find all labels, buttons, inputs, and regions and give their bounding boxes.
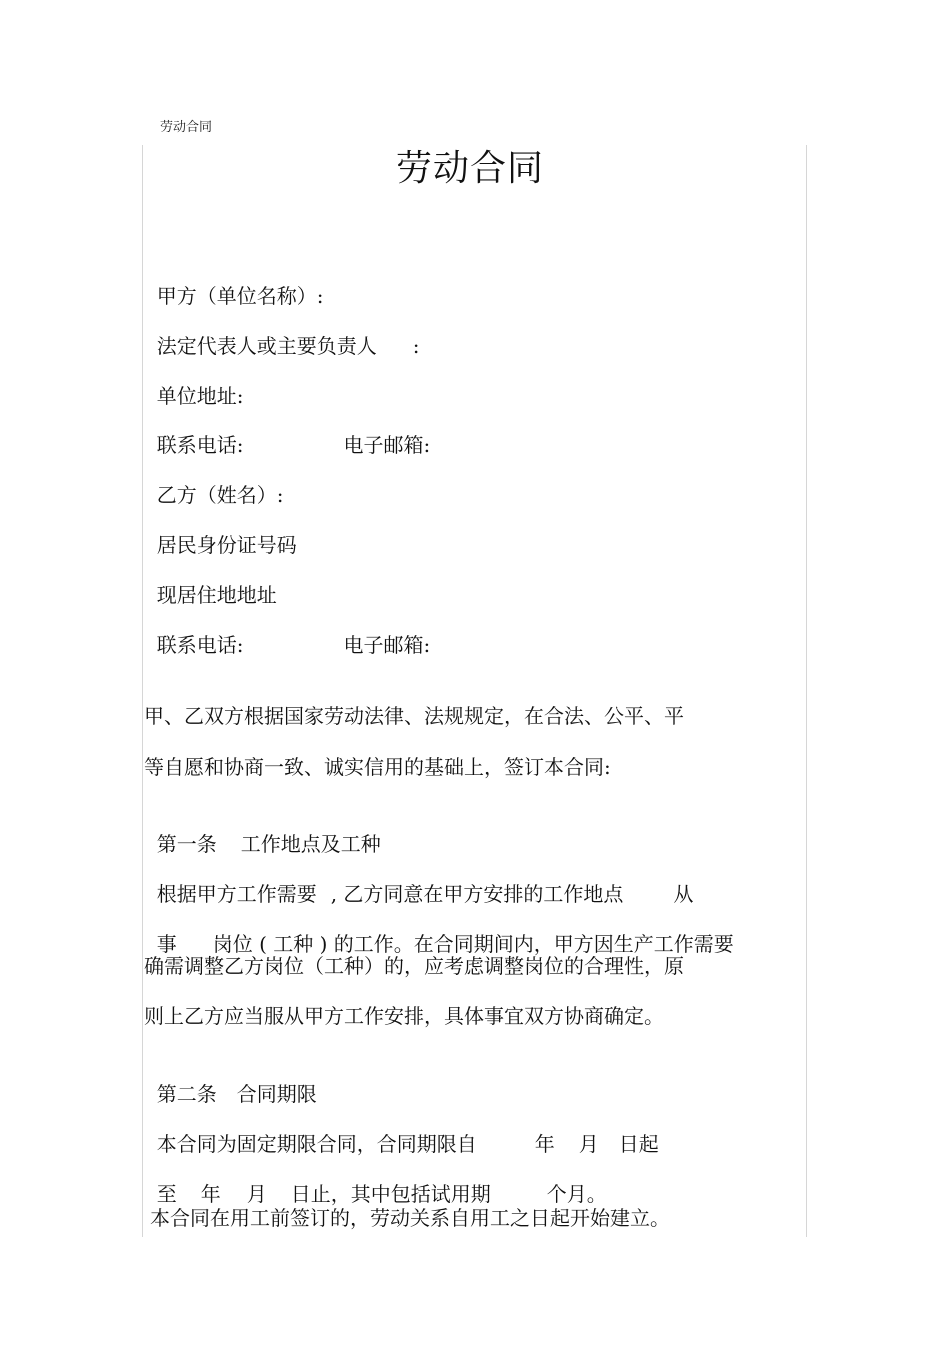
article-2-line-2 [144,1152,607,1208]
article-1-line-4: 则上乙方应当服从甲方工作安排，具体事宜双方协商确定。 [144,1004,664,1028]
article-1-heading [144,802,381,858]
party-a-representative-label: 法定代表人或主要负责人 [156,334,377,358]
party-b-residence-label: 现居住地地址 [156,583,277,607]
party-b-id-line [144,503,297,559]
party-a-phone-label: 联系电话: [156,433,244,457]
party-b-phone-label: 联系电话: [156,633,244,657]
running-header: 劳动合同 [160,120,213,135]
party-b-name-line [144,453,283,509]
party-b-residence-line [144,553,277,609]
article-2-line-3: 本合同在用工前签订的，劳动关系自用工之日起开始建立。 [150,1206,670,1230]
party-a-name-line [144,254,323,310]
article-2-start-year: 年 [534,1132,555,1156]
party-a-contact-line [144,403,430,459]
party-a-address-label: 单位地址: [156,384,244,408]
party-b-contact-line [144,603,430,659]
document-title: 劳动合同 [395,148,544,189]
preamble-line-1: 甲、乙双方根据国家劳动法律、法规规定，在合法、公平、平 [144,704,684,728]
preamble-line-2: 等自愿和协商一致、诚实信用的基础上，签订本合同: [144,755,611,779]
article-1-line-1-part-b: , 乙方同意在甲方安排的工作地点 [330,882,624,906]
article-2-start-month: 月 [578,1132,599,1156]
article-1-line-2-part-b: 岗位 ( 工种 ) 的工作。在合同期间内，甲方因生产工作需要 [212,932,734,956]
party-a-representative-colon: : [412,334,420,358]
article-2-heading [144,1052,317,1108]
article-1-line-1-part-c: 从 [673,882,694,906]
article-1-line-2-part-a: 事 [156,932,177,956]
party-a-name-label: 甲方（单位名称）: [156,284,324,308]
page-frame-right-border [806,145,807,1237]
page-frame-left-border [142,145,143,1237]
article-1-line-1 [144,852,693,908]
article-2-start-day: 日起 [618,1132,659,1156]
article-1-number: 第一条 [156,832,217,856]
article-1-line-2 [144,902,734,958]
article-1-line-3: 确需调整乙方岗位（工种）的，应考虑调整岗位的合理性，原 [144,954,684,978]
article-2-end-month: 月 [246,1182,267,1206]
article-2-line-1-part-a: 本合同为固定期限合同，合同期限自 [156,1132,477,1156]
article-2-to: 至 [156,1182,177,1206]
article-2-line-1 [144,1102,659,1158]
article-1-title: 工作地点及工种 [240,832,381,856]
party-b-id-label: 居民身份证号码 [156,533,297,557]
article-1-line-1-part-a: 根据甲方工作需要 [156,882,317,906]
party-b-name-label: 乙方（姓名）: [156,483,284,507]
party-a-address-line [144,354,243,410]
article-2-probation-months: 个月。 [546,1182,607,1206]
article-2-title: 合同期限 [236,1082,317,1106]
party-b-email-label: 电子邮箱: [343,633,431,657]
article-2-end-day: 日止，其中包括试用期 [290,1182,491,1206]
article-2-number: 第二条 [156,1082,217,1106]
article-2-end-year: 年 [200,1182,221,1206]
party-a-email-label: 电子邮箱: [343,433,431,457]
party-a-representative-line [144,304,419,360]
